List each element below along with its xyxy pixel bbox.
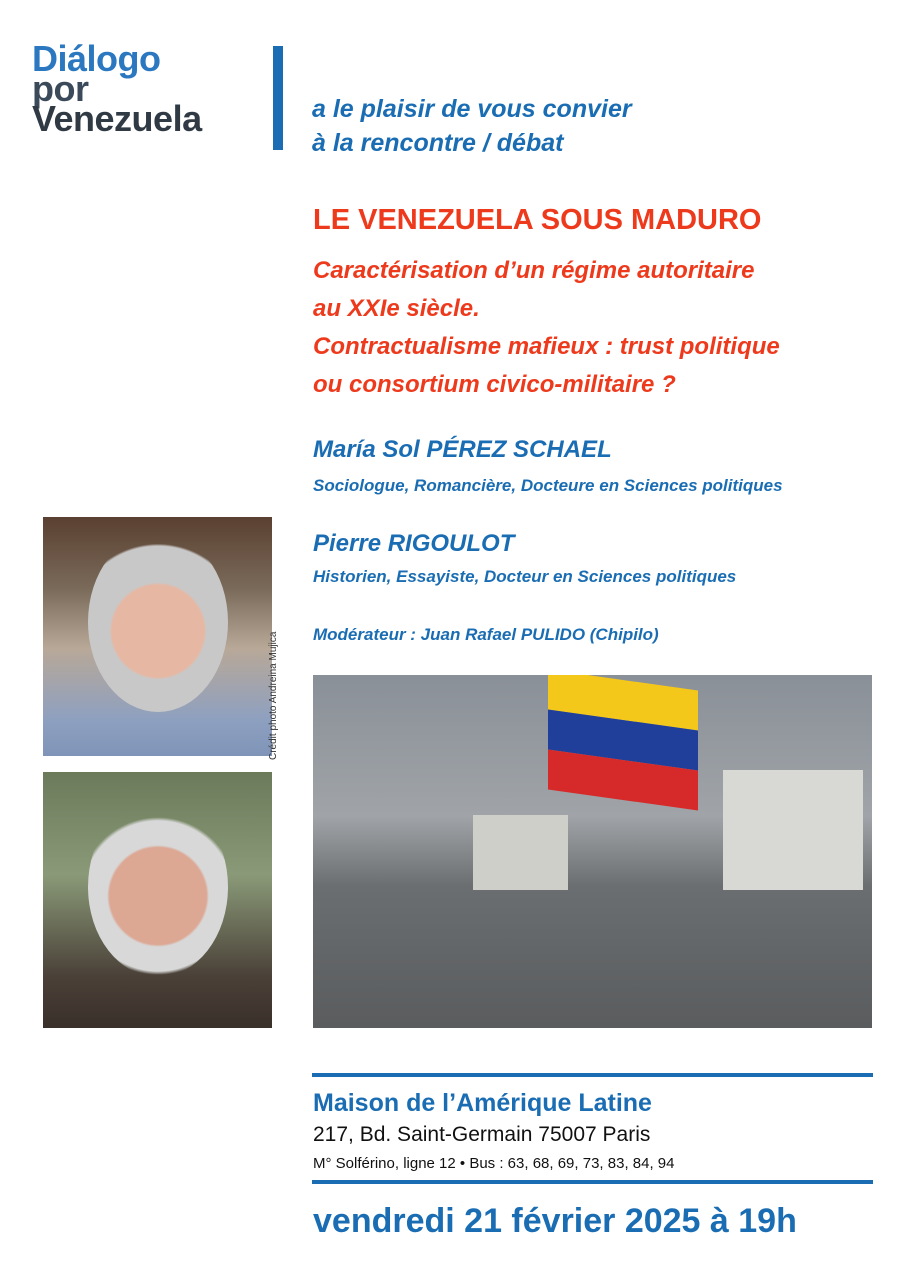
divider <box>312 1180 873 1184</box>
event-subtitle <box>313 252 780 404</box>
intro-line: à la rencontre / débat <box>312 129 564 157</box>
event-date: vendredi 21 février 2025 à 19h <box>313 1202 797 1240</box>
venezuela-flag <box>548 675 698 811</box>
protest-photo <box>313 675 872 1028</box>
venue-transport: M° Solférino, ligne 12 • Bus : 63, 68, 69, 73, 83, 84, 94 <box>313 1155 675 1172</box>
logo-line: Venezuela <box>32 98 202 139</box>
moderator: Modérateur : Juan Rafael PULIDO (Chipilo) <box>313 625 659 644</box>
logo <box>32 38 202 139</box>
logo-line: por <box>32 68 89 109</box>
speaker-role: Historien, Essayiste, Docteur en Sciences politiques <box>313 567 737 586</box>
subtitle-line: Contractualisme mafieux : trust politique <box>313 333 780 360</box>
venue-address: 217, Bd. Saint-Germain 75007 Paris <box>313 1123 651 1146</box>
speaker-photo-rigoulot <box>43 772 272 1028</box>
photo-credit: Crédit photo Andreina Mujica <box>268 631 279 760</box>
speaker-role: Sociologue, Romancière, Docteure en Sciences politiques <box>313 476 783 495</box>
intro-line: a le plaisir de vous convier <box>312 95 632 123</box>
invitation-text <box>312 92 632 160</box>
venue-name: Maison de l’Amérique Latine <box>313 1089 652 1117</box>
divider <box>312 1073 873 1077</box>
subtitle-line: Caractérisation d’un régime autoritaire <box>313 257 755 284</box>
speaker-name: María Sol PÉREZ SCHAEL <box>313 436 612 463</box>
speaker-photo-perez-schael <box>43 517 272 756</box>
logo-divider <box>273 46 283 150</box>
event-title: LE VENEZUELA SOUS MADURO <box>313 204 762 236</box>
logo-line: Diálogo <box>32 38 161 79</box>
subtitle-line: ou consortium civico-militaire ? <box>313 371 676 398</box>
speaker-name: Pierre RIGOULOT <box>313 530 515 557</box>
subtitle-line: au XXIe siècle. <box>313 295 480 322</box>
